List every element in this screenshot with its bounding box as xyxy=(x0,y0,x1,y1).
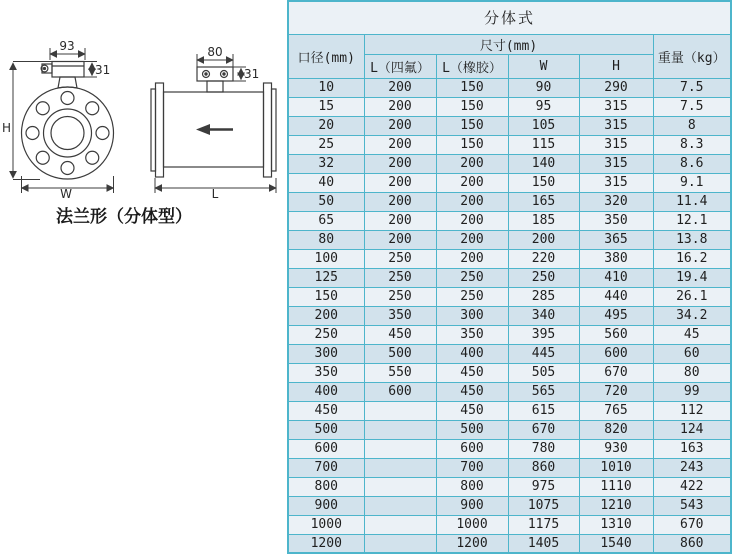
table-cell xyxy=(364,477,436,496)
table-cell: 380 xyxy=(579,249,653,268)
table-cell: 450 xyxy=(436,363,508,382)
table-cell: 505 xyxy=(508,363,579,382)
table-cell: 500 xyxy=(288,420,364,439)
table-cell: 250 xyxy=(364,249,436,268)
side-neck xyxy=(207,81,223,92)
table-cell: 800 xyxy=(436,477,508,496)
table-cell: 163 xyxy=(653,439,731,458)
table-cell: 200 xyxy=(436,211,508,230)
table-cell: 125 xyxy=(288,268,364,287)
table-row xyxy=(288,173,731,192)
table-title: 分体式 xyxy=(288,1,731,34)
table-cell: 290 xyxy=(579,78,653,97)
table-row xyxy=(288,439,731,458)
table-row xyxy=(288,154,731,173)
table-cell: 600 xyxy=(288,439,364,458)
table-cell: 300 xyxy=(436,306,508,325)
left-flange-lip xyxy=(151,89,156,171)
table-cell xyxy=(364,458,436,477)
table-cell: 200 xyxy=(364,116,436,135)
table-row xyxy=(288,268,731,287)
table-cell: 150 xyxy=(508,173,579,192)
table-cell: 350 xyxy=(436,325,508,344)
table-cell: 200 xyxy=(436,230,508,249)
table-cell: 400 xyxy=(288,382,364,401)
table-cell: 50 xyxy=(288,192,364,211)
table-cell: 112 xyxy=(653,401,731,420)
table-cell: 1200 xyxy=(436,534,508,553)
table-cell: 200 xyxy=(288,306,364,325)
table-cell: 560 xyxy=(579,325,653,344)
table-cell: 8.6 xyxy=(653,154,731,173)
table-cell: 150 xyxy=(436,116,508,135)
table-cell: 250 xyxy=(508,268,579,287)
table-cell: 600 xyxy=(579,344,653,363)
table-cell: 150 xyxy=(436,135,508,154)
table-cell: 11.4 xyxy=(653,192,731,211)
table-row xyxy=(288,78,731,97)
dim-label-l: L xyxy=(211,187,219,201)
technical-drawing xyxy=(0,0,288,554)
table-cell: 45 xyxy=(653,325,731,344)
table-cell: 1405 xyxy=(508,534,579,553)
table-cell: 285 xyxy=(508,287,579,306)
table-row xyxy=(288,192,731,211)
header-l-ptfe: L（四氟） xyxy=(364,54,436,78)
table-cell: 1010 xyxy=(579,458,653,477)
table-cell: 820 xyxy=(579,420,653,439)
table-cell xyxy=(364,515,436,534)
table-cell: 1210 xyxy=(579,496,653,515)
table-cell: 100 xyxy=(288,249,364,268)
dim-label-31-front: 31 xyxy=(95,63,111,77)
table-cell: 150 xyxy=(436,78,508,97)
table-cell: 200 xyxy=(436,173,508,192)
table-cell: 800 xyxy=(288,477,364,496)
front-view-labels xyxy=(2,39,110,201)
table-row xyxy=(288,287,731,306)
table-cell: 395 xyxy=(508,325,579,344)
table-cell: 410 xyxy=(579,268,653,287)
flow-arrow-icon xyxy=(196,124,233,135)
right-flange-plate xyxy=(264,83,272,177)
table-row xyxy=(288,401,731,420)
table-row xyxy=(288,211,731,230)
table-cell: 220 xyxy=(508,249,579,268)
header-size-group: 尺寸(mm) xyxy=(364,34,653,54)
table-cell: 105 xyxy=(508,116,579,135)
side-view xyxy=(151,67,276,177)
table-cell: 315 xyxy=(579,135,653,154)
table-cell: 1540 xyxy=(579,534,653,553)
table-cell: 15 xyxy=(288,97,364,116)
table-row xyxy=(288,325,731,344)
table-header-row-1 xyxy=(288,34,731,54)
spec-table-panel xyxy=(287,0,730,554)
table-cell: 450 xyxy=(364,325,436,344)
table-cell: 165 xyxy=(508,192,579,211)
table-title-row xyxy=(288,1,731,34)
table-row xyxy=(288,135,731,154)
table-cell: 930 xyxy=(579,439,653,458)
dim-label-80: 80 xyxy=(207,45,223,59)
cable-gland-dot xyxy=(44,68,46,70)
table-cell: 720 xyxy=(579,382,653,401)
table-cell: 250 xyxy=(436,268,508,287)
table-cell: 200 xyxy=(508,230,579,249)
flange-bore-circle xyxy=(51,117,84,150)
table-cell: 500 xyxy=(436,420,508,439)
table-cell xyxy=(364,420,436,439)
table-cell: 450 xyxy=(436,401,508,420)
table-cell: 95 xyxy=(508,97,579,116)
table-cell: 315 xyxy=(579,173,653,192)
table-cell: 422 xyxy=(653,477,731,496)
table-row xyxy=(288,230,731,249)
table-cell: 350 xyxy=(288,363,364,382)
table-cell: 60 xyxy=(653,344,731,363)
table-cell: 1000 xyxy=(436,515,508,534)
table-cell: 900 xyxy=(436,496,508,515)
dim-label-93: 93 xyxy=(59,39,75,53)
table-cell: 8.3 xyxy=(653,135,731,154)
table-cell: 1000 xyxy=(288,515,364,534)
table-cell xyxy=(364,496,436,515)
table-cell: 1310 xyxy=(579,515,653,534)
table-cell: 90 xyxy=(508,78,579,97)
header-diameter: 口径(mm) xyxy=(288,34,364,78)
table-cell: 365 xyxy=(579,230,653,249)
table-row xyxy=(288,344,731,363)
table-cell: 10 xyxy=(288,78,364,97)
table-cell: 670 xyxy=(508,420,579,439)
table-cell: 200 xyxy=(364,192,436,211)
table-cell: 320 xyxy=(579,192,653,211)
table-row xyxy=(288,534,731,553)
spec-table xyxy=(287,0,732,554)
table-cell: 250 xyxy=(288,325,364,344)
table-cell: 200 xyxy=(436,192,508,211)
dim-label-h: H xyxy=(2,121,12,135)
table-cell: 315 xyxy=(579,154,653,173)
table-cell: 7.5 xyxy=(653,97,731,116)
right-flange-lip xyxy=(272,89,277,171)
table-row xyxy=(288,382,731,401)
table-cell: 200 xyxy=(364,78,436,97)
table-cell: 200 xyxy=(364,211,436,230)
table-cell: 615 xyxy=(508,401,579,420)
table-row xyxy=(288,496,731,515)
dim-label-w: W xyxy=(60,187,72,201)
table-cell: 40 xyxy=(288,173,364,192)
junction-box xyxy=(52,62,84,78)
table-cell: 600 xyxy=(436,439,508,458)
front-view xyxy=(22,62,114,180)
table-cell: 860 xyxy=(508,458,579,477)
table-cell: 700 xyxy=(436,458,508,477)
left-flange-plate xyxy=(156,83,164,177)
table-row xyxy=(288,97,731,116)
table-body xyxy=(288,78,731,553)
table-cell: 200 xyxy=(364,135,436,154)
table-row xyxy=(288,515,731,534)
table-cell: 16.2 xyxy=(653,249,731,268)
table-cell: 12.1 xyxy=(653,211,731,230)
dim-label-31-side: 31 xyxy=(244,67,260,81)
table-cell: 350 xyxy=(579,211,653,230)
table-row xyxy=(288,116,731,135)
drawing-caption: 法兰形（分体型） xyxy=(56,207,192,227)
table-cell: 200 xyxy=(364,230,436,249)
table-cell xyxy=(364,439,436,458)
table-cell: 543 xyxy=(653,496,731,515)
table-row xyxy=(288,458,731,477)
table-cell: 975 xyxy=(508,477,579,496)
table-cell: 34.2 xyxy=(653,306,731,325)
table-cell: 780 xyxy=(508,439,579,458)
table-cell: 440 xyxy=(579,287,653,306)
table-cell: 1110 xyxy=(579,477,653,496)
header-l-rubber: L（橡胶） xyxy=(436,54,508,78)
header-h: H xyxy=(579,54,653,78)
table-cell: 80 xyxy=(288,230,364,249)
table-cell: 1200 xyxy=(288,534,364,553)
table-row xyxy=(288,420,731,439)
table-cell: 20 xyxy=(288,116,364,135)
table-row xyxy=(288,477,731,496)
table-cell: 65 xyxy=(288,211,364,230)
table-cell: 450 xyxy=(288,401,364,420)
table-cell: 250 xyxy=(436,287,508,306)
header-weight: 重量（kg） xyxy=(653,34,731,78)
table-cell: 550 xyxy=(364,363,436,382)
table-cell: 13.8 xyxy=(653,230,731,249)
table-cell: 450 xyxy=(436,382,508,401)
table-cell: 860 xyxy=(653,534,731,553)
table-cell: 1175 xyxy=(508,515,579,534)
table-cell: 250 xyxy=(364,287,436,306)
table-cell: 315 xyxy=(579,116,653,135)
table-cell: 900 xyxy=(288,496,364,515)
table-cell: 300 xyxy=(288,344,364,363)
table-cell: 700 xyxy=(288,458,364,477)
table-cell: 200 xyxy=(364,97,436,116)
table-cell: 250 xyxy=(364,268,436,287)
table-cell: 565 xyxy=(508,382,579,401)
table-cell: 670 xyxy=(579,363,653,382)
table-cell: 200 xyxy=(364,173,436,192)
table-cell: 124 xyxy=(653,420,731,439)
neck xyxy=(58,77,77,88)
table-cell: 115 xyxy=(508,135,579,154)
table-cell: 26.1 xyxy=(653,287,731,306)
header-w: W xyxy=(508,54,579,78)
table-cell: 99 xyxy=(653,382,731,401)
table-cell: 7.5 xyxy=(653,78,731,97)
table-cell: 150 xyxy=(436,97,508,116)
table-cell: 495 xyxy=(579,306,653,325)
table-cell: 200 xyxy=(436,154,508,173)
flange-outer-circle xyxy=(22,87,114,179)
table-cell: 340 xyxy=(508,306,579,325)
table-cell: 8 xyxy=(653,116,731,135)
table-cell: 350 xyxy=(364,306,436,325)
table-cell: 19.4 xyxy=(653,268,731,287)
table-row xyxy=(288,363,731,382)
table-cell: 9.1 xyxy=(653,173,731,192)
table-cell: 600 xyxy=(364,382,436,401)
table-row xyxy=(288,249,731,268)
table-cell xyxy=(364,534,436,553)
table-cell: 765 xyxy=(579,401,653,420)
table-cell: 243 xyxy=(653,458,731,477)
table-cell xyxy=(364,401,436,420)
table-cell: 400 xyxy=(436,344,508,363)
table-cell: 80 xyxy=(653,363,731,382)
table-cell: 140 xyxy=(508,154,579,173)
table-cell: 445 xyxy=(508,344,579,363)
table-row xyxy=(288,306,731,325)
table-cell: 25 xyxy=(288,135,364,154)
table-cell: 32 xyxy=(288,154,364,173)
bolt-holes xyxy=(26,92,109,175)
table-cell: 150 xyxy=(288,287,364,306)
table-cell: 185 xyxy=(508,211,579,230)
table-cell: 500 xyxy=(364,344,436,363)
table-cell: 315 xyxy=(579,97,653,116)
table-cell: 670 xyxy=(653,515,731,534)
table-cell: 200 xyxy=(436,249,508,268)
table-cell: 1075 xyxy=(508,496,579,515)
table-cell: 200 xyxy=(364,154,436,173)
